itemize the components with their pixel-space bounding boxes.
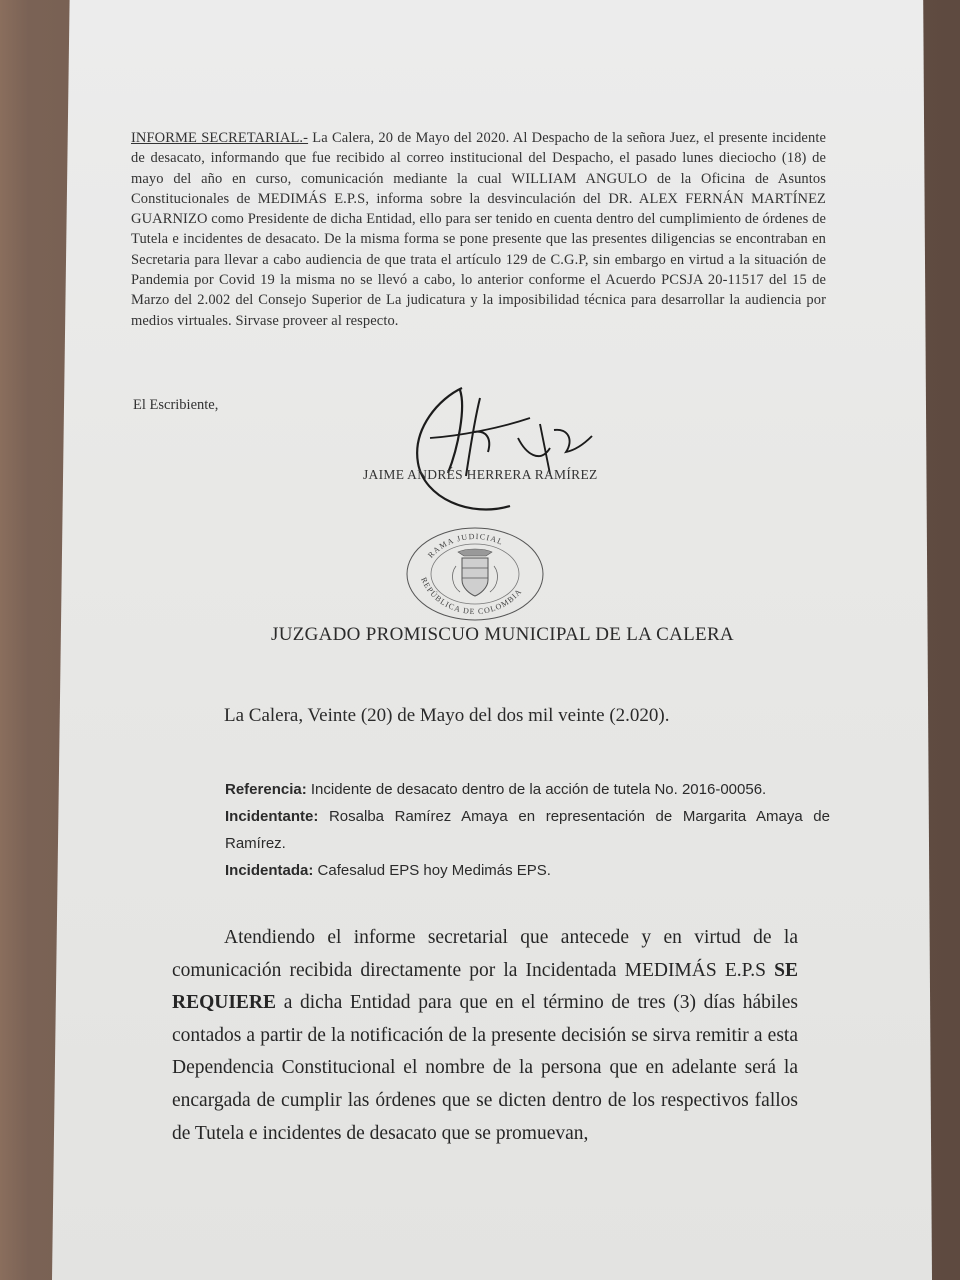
seal-bottom-text: REPÚBLICA DE COLOMBIA (419, 575, 524, 617)
incidentada-label: Incidentada: (225, 862, 314, 879)
auto-text-part1: Atendiendo el informe secretarial que antecede y en virtud de la comunicación recibida directamente por la Incidentada MEDIMÁS E.P.S (172, 927, 798, 981)
handwritten-signature (400, 378, 610, 518)
coat-of-arms-icon (453, 549, 498, 596)
informe-text: La Calera, 20 de Mayo del 2020. Al Despacho de la señora Juez, el presente incidente de desacato, informando que fue recibido al correo institucional del Despacho, el pasado lunes dieciocho (18) de mayo del año en curso, comunicación mediante la cual WILLIAM ANGULO de la Oficina de Asuntos Constitucionales de MEDIMÁS E.P.S, informa sobre la desvinculación del DR. ALEX FERNÁN MARTÍNEZ GUARNIZO como Presidente de dicha Entidad, ello para ser tenido en cuenta dentro del cumplimiento de órdenes de Tutela e incidentes de desacato. De la misma forma se pone presente que las presentes diligencias se encontraban en Secretaria para llevar a cabo audiencia de que trata el artículo 129 de C.G.P, sin embargo en virtud a la situación de Pandemia por Covid 19 la misma no se llevó a cabo, lo anterior conforme el Acuerdo PCSJA 20-11517 del 15 de Marzo del 2.002 del Consejo Superior de La judicatura y la imposibilidad técnica para desarrollar la audiencia por medios virtuales. Sirvase proveer al respecto. (131, 130, 826, 329)
auto-text-bold: SE REQUIERE (172, 959, 798, 1014)
referencia-label: Referencia: (225, 781, 307, 798)
incidentada-line (225, 857, 830, 884)
incidentante-label: Incidentante: (225, 808, 319, 825)
court-name-heading: JUZGADO PROMISCUO MUNICIPAL DE LA CALERA (271, 624, 734, 645)
referencia-value: Incidente de desacato dentro de la acción de tutela No. 2016-00056. (306, 781, 767, 798)
incidentante-value: Rosalba Ramírez Amaya en representación de Margarita Amaya de Ramírez. (225, 808, 830, 852)
referencia-line (225, 776, 830, 803)
informe-heading: INFORME SECRETARIAL.- (131, 130, 309, 146)
document-date: La Calera, Veinte (20) de Mayo del dos mil veinte (2.020). (224, 705, 670, 726)
case-references (225, 776, 830, 884)
informe-secretarial (131, 128, 826, 331)
auto-text-part2: a dicha Entidad para que en el término de tres (3) días hábiles contados a partir de la notificación de la presente decisión se sirva remitir a esta Dependencia Constitucional el nombre de la persona que en adelante será la encargada de cumplir las órdenes que se dicten dentro de los respectivos fallos de Tutela e incidentes de desacato que se promuevan, (172, 992, 798, 1144)
signer-role: El Escribiente, (133, 397, 219, 413)
incidentada-value: Cafesalud EPS hoy Medimás EPS. (313, 862, 551, 879)
signer-name: JAIME ANDRÉS HERRERA RAMÍREZ (363, 467, 598, 482)
seal-top-text: RAMA JUDICIAL (426, 531, 505, 560)
auto-body-paragraph (172, 922, 798, 1150)
rama-judicial-seal (400, 522, 550, 622)
incidentante-line (225, 803, 830, 857)
